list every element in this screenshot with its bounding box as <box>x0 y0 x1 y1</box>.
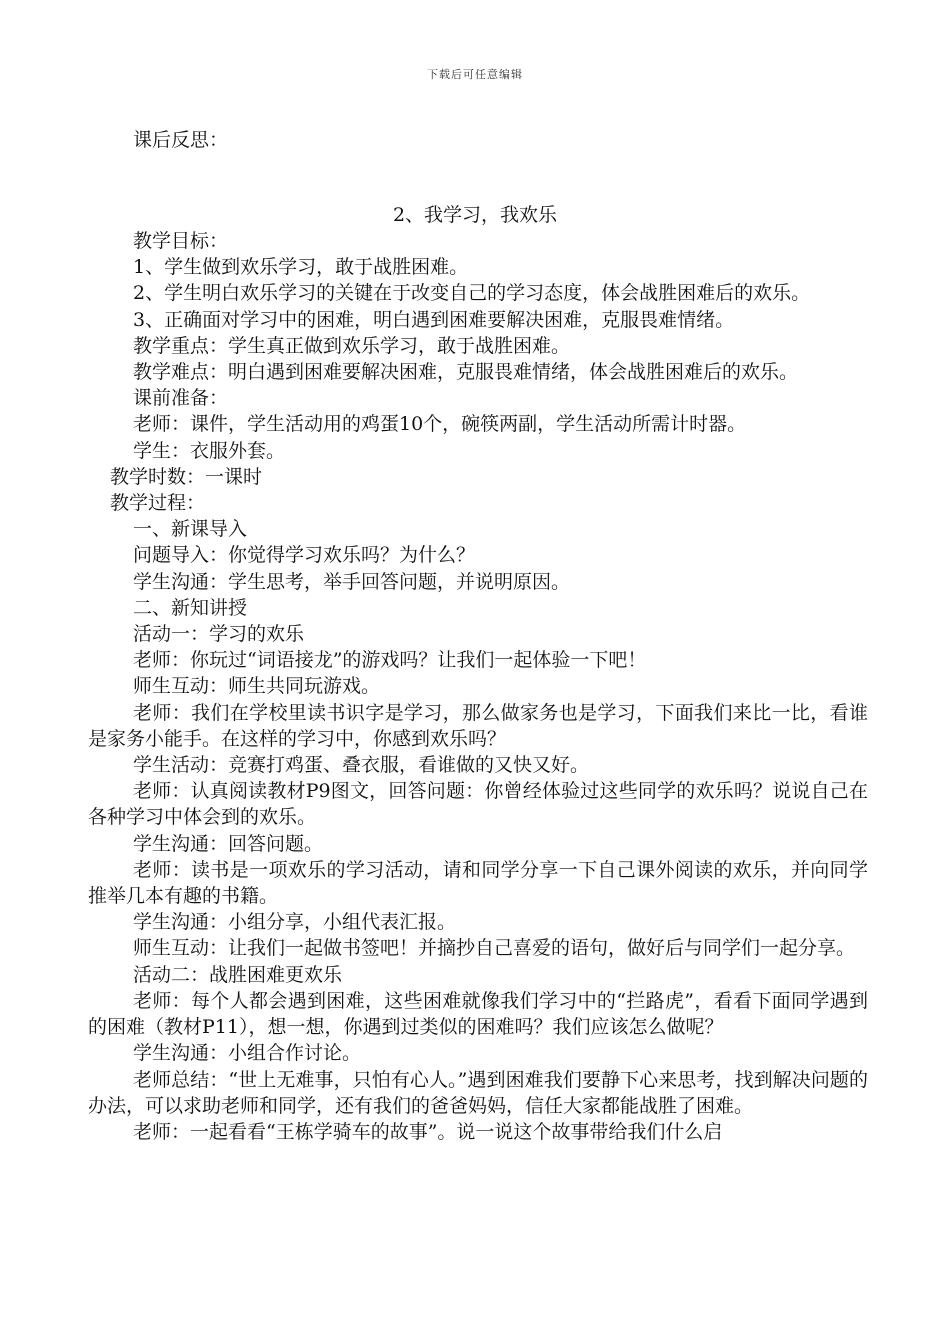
lesson-paragraph: 学生活动：竞赛打鸡蛋、叠衣服，看谁做的又快又好。 <box>133 754 590 777</box>
lesson-paragraph: 活动二：战胜困难更欢乐 <box>133 963 343 986</box>
lesson-paragraph: 二、新知讲授 <box>133 596 248 619</box>
lesson-title: 2、我学习，我欢乐 <box>392 204 558 226</box>
lesson-paragraph: 老师：认真阅读教材P9图文，回答问题：你曾经体验过这些同学的欢乐吗？说说自己在各种学习中体会到的欢乐。 <box>88 780 868 829</box>
lesson-paragraph: 一、新课导入 <box>133 518 248 541</box>
lesson-paragraph: 课前准备： <box>133 387 229 410</box>
lesson-paragraph: 老师：我们在学校里读书识字是学习，那么做家务也是学习，下面我们来比一比，看谁是家务小能手。在这样的学习中，你感到欢乐吗？ <box>88 701 868 750</box>
lesson-paragraph: 2、学生明白欢乐学习的关键在于改变自己的学习态度，体会战胜困难后的欢乐。 <box>133 282 811 305</box>
lesson-paragraph: 老师：课件，学生活动用的鸡蛋10个，碗筷两副，学生活动所需计时器。 <box>133 413 747 436</box>
lesson-paragraph: 老师：每个人都会遇到困难，这些困难就像我们学习中的“拦路虎”，看看下面同学遇到的困难（教材P11），想一想，你遇到过类似的困难吗？我们应该怎么做呢？ <box>88 989 868 1039</box>
lesson-paragraph: 学生沟通：学生思考，举手回答问题，并说明原因。 <box>133 570 571 593</box>
reflection-label: 课后反思： <box>133 129 229 151</box>
lesson-paragraph: 3、正确面对学习中的困难，明白遇到困难要解决困难，克服畏难情绪。 <box>133 308 735 331</box>
lesson-paragraph: 师生互动：让我们一起做书签吧！并摘抄自己喜爱的语句，做好后与同学们一起分享。 <box>133 937 856 960</box>
lesson-paragraph: 教学时数：一课时 <box>110 465 263 488</box>
lesson-paragraph: 教学过程： <box>110 492 206 515</box>
lesson-paragraph: 问题导入：你觉得学习欢乐吗？为什么？ <box>133 544 476 567</box>
lesson-paragraph: 师生互动：师生共同玩游戏。 <box>133 675 381 698</box>
lesson-paragraph: 教学难点：明白遇到困难要解决困难，克服畏难情绪，体会战胜困难后的欢乐。 <box>133 361 799 384</box>
lesson-paragraph: 学生沟通：回答问题。 <box>133 832 324 855</box>
lesson-paragraph: 学生沟通：小组分享，小组代表汇报。 <box>133 911 457 934</box>
lesson-paragraph: 教学重点：学生真正做到欢乐学习，敢于战胜困难。 <box>133 334 571 357</box>
page-header-note: 下载后可任意编辑 <box>427 68 523 81</box>
lesson-paragraph: 老师：你玩过“词语接龙”的游戏吗？让我们一起体验一下吧！ <box>133 649 647 672</box>
lesson-paragraph: 老师：一起看看“王栋学骑车的故事”。说一说这个故事带给我们什么启 <box>133 1120 723 1143</box>
lesson-paragraph: 教学目标： <box>133 230 229 252</box>
lesson-paragraph: 1、学生做到欢乐学习，敢于战胜困难。 <box>133 256 469 279</box>
lesson-paragraph: 学生：衣服外套。 <box>133 439 286 462</box>
lesson-body <box>88 228 868 1145</box>
lesson-paragraph: 学生沟通：小组合作讨论。 <box>133 1042 362 1065</box>
lesson-paragraph: 老师总结：“世上无难事，只怕有心人。”遇到困难我们要静下心来思考，找到解决问题的办法，可以求助老师和同学，还有我们的爸爸妈妈，信任大家都能战胜了困难。 <box>88 1068 868 1117</box>
lesson-paragraph: 活动一：学习的欢乐 <box>133 623 305 646</box>
lesson-paragraph: 老师：读书是一项欢乐的学习活动，请和同学分享一下自己课外阅读的欢乐，并向同学推举几本有趣的书籍。 <box>88 858 868 908</box>
